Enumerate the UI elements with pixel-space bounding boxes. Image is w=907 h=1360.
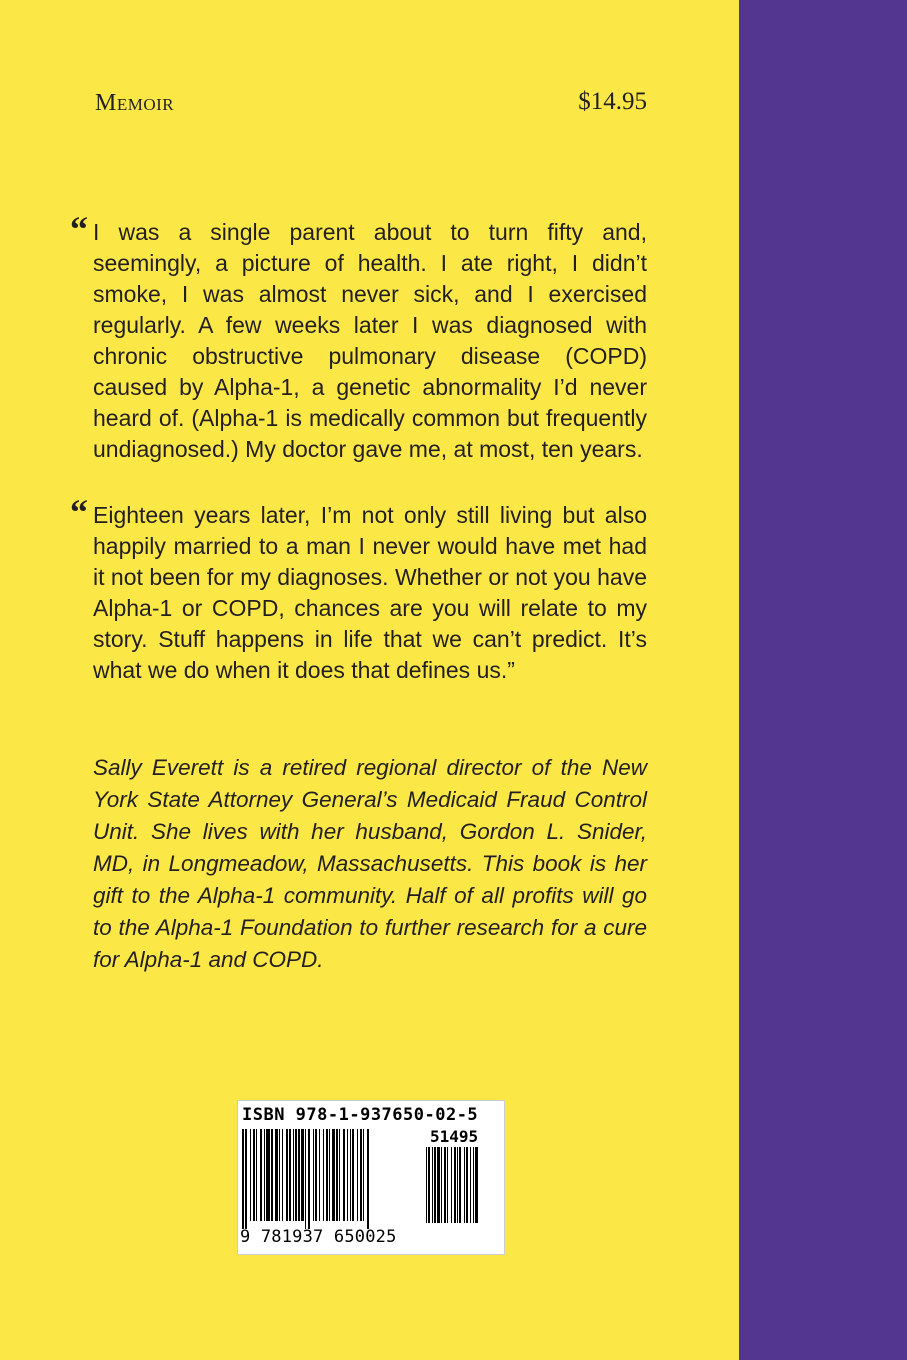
barcode-bar [447,1147,448,1223]
spine-band [739,0,907,1360]
barcode-bar [279,1129,280,1221]
ean-digits: 9 781937 650025 [240,1227,397,1247]
barcode-bar [264,1129,265,1221]
barcode-bar [319,1129,320,1221]
barcode-bar [360,1129,362,1221]
barcode-bar [428,1147,430,1223]
barcode-bar [323,1129,324,1221]
barcode-bar [336,1129,338,1221]
isbn-label: ISBN 978-1-937650-02-5 [242,1105,479,1125]
isbn-barcode [237,1100,505,1255]
barcode-bar [357,1129,358,1221]
barcode-bar [329,1129,330,1221]
barcode-bar [282,1129,283,1221]
barcode-bar [451,1147,452,1223]
quote-paragraph-2 [70,492,647,686]
open-quote-mark: “ [70,209,88,249]
barcode-bar [339,1129,340,1221]
addon-barcode-bars [426,1147,498,1227]
price-label: $14.95 [578,88,647,115]
barcode-bar [245,1129,247,1229]
author-bio: Sally Everett is a retired regional director of the New York State Attorney General’s Medicaid Fraud Control Unit. She lives with her husband, Gordon L. Snider, MD, in Longmeadow, Massachusetts. This book is her gift to the Alpha-1 community. Half of all profits will go to the Alpha-1 Foundation to further research for a cure for Alpha-1 and COPD. [93,755,647,972]
open-quote-mark: “ [70,492,88,532]
barcode-bar [293,1129,294,1221]
barcode-bar [260,1129,262,1221]
barcode-bar [332,1129,335,1221]
barcode-bar [464,1147,465,1223]
barcode-bar [352,1129,354,1221]
barcode-bar [313,1129,314,1221]
price-addon-digits: 51495 [430,1127,479,1146]
barcode-bar [289,1129,291,1221]
barcode-bar [454,1147,456,1223]
barcode-bar [266,1129,270,1221]
barcode-bar [426,1147,427,1223]
barcode-bar [256,1129,257,1221]
barcode-bar [441,1147,442,1223]
barcode-bar [473,1147,474,1223]
barcode-bar [253,1129,255,1221]
barcode-bar [301,1129,304,1221]
barcode-bar [326,1129,328,1221]
genre-label: Memoir [95,90,175,116]
barcode-bar [466,1147,468,1223]
barcode-bar [242,1129,244,1229]
barcode-bar [275,1129,278,1221]
barcode-bar [298,1129,300,1221]
barcode-bar [295,1129,297,1221]
barcode-bar [432,1147,433,1223]
quote-paragraph-1 [70,209,647,465]
barcode-bar [363,1129,364,1221]
barcode-bar [459,1147,461,1223]
quote-text: I was a single parent about to turn fifty and, seemingly, a picture of health. I ate right, I didn’t smoke, I was almost never sick, and I exercised regularly. A few weeks later I was diagnosed with chronic obstructive pulmonary disease (COPD) caused by Alpha-1, a genetic abnormality I’d never heard of. (Alpha-1 is medically common but frequently undiagnosed.) My doctor gave me, at most, ten years. [93,219,647,462]
barcode-bar [250,1129,251,1221]
barcode-bar [457,1147,458,1223]
barcode-bar [347,1129,348,1221]
barcode-bar [315,1129,317,1221]
barcode-bar [475,1147,478,1223]
barcode-bar [350,1129,351,1221]
barcode-bar [308,1129,310,1229]
barcode-bar [271,1129,273,1221]
barcode-bar [437,1147,440,1223]
barcode-bar [305,1129,306,1229]
barcode-bar [470,1147,471,1223]
barcode-bar [286,1129,288,1221]
barcode-bar [434,1147,436,1223]
ean-barcode-bars [242,1129,422,1229]
quote-text: Eighteen years later, I’m not only still living but also happily married to a man I never would have met had it not been for my diagnoses. Whether or not you have Alpha-1 or COPD, chances are you will relate to my story. Stuff happens in life that we can’t predict. It’s what we do when it does that defines us.” [93,502,647,683]
barcode-bar [343,1129,345,1221]
barcode-bar [444,1147,446,1223]
barcode-bar [367,1129,369,1229]
